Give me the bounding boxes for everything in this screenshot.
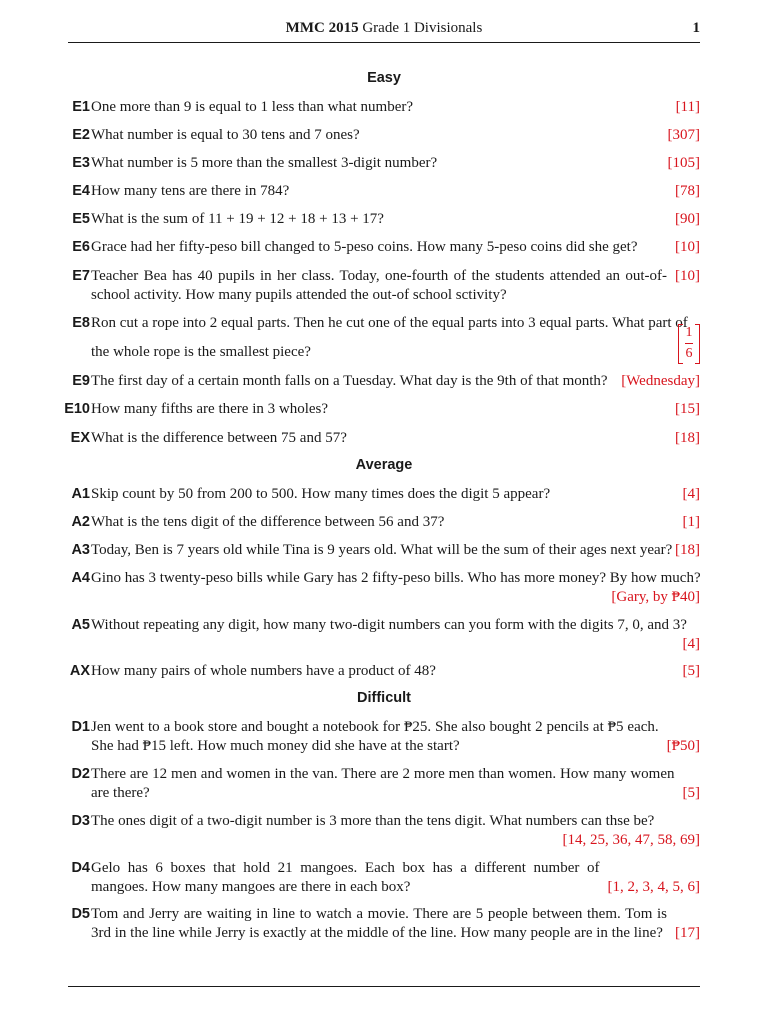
problem-code: A4 xyxy=(71,570,90,586)
problem-code: E6 xyxy=(72,239,90,255)
problem-code: D1 xyxy=(71,719,90,735)
fraction-numerator: 1 xyxy=(685,325,693,340)
problem-code: A3 xyxy=(71,542,90,558)
problem-code: E5 xyxy=(72,211,90,227)
problem-A3 xyxy=(68,541,700,560)
problem-answer: [5] xyxy=(682,785,700,801)
fraction-answer xyxy=(678,324,700,364)
problem-text-line1: Ron cut a rope into 2 equal parts. Then he cut one of the equal parts into 3 equal parts. What part of xyxy=(91,315,688,331)
problem-code: E4 xyxy=(72,183,90,199)
problem-text-block xyxy=(91,905,700,943)
problem-text: What is the tens digit of the difference between 56 and 37? xyxy=(91,514,445,530)
problem-answer: [11] xyxy=(675,99,700,115)
footer-rule xyxy=(68,986,700,987)
problem-EX xyxy=(68,429,700,448)
problem-answer: [78] xyxy=(675,183,700,199)
header-rule xyxy=(68,42,700,43)
problem-code: E8 xyxy=(72,315,90,331)
problem-AX xyxy=(68,662,700,681)
problem-code: E2 xyxy=(72,127,90,143)
problem-text-block xyxy=(91,267,700,305)
problem-code: AX xyxy=(69,663,90,679)
header-title xyxy=(68,20,700,37)
problem-code: E3 xyxy=(72,155,90,171)
problem-answer: [Gary, by ₱40] xyxy=(611,589,700,605)
problem-text-line2: the whole rope is the smallest piece? xyxy=(91,344,311,360)
page-header xyxy=(68,20,700,40)
problem-text: Teacher Bea has 40 pupils in her class. Today, one-fourth of the students attended an out-of-school activity. How many pupils attended the out-of school sctivity? xyxy=(91,268,667,303)
problem-text: Skip count by 50 from 200 to 500. How many times does the digit 5 appear? xyxy=(91,486,551,502)
problem-code: EX xyxy=(70,430,90,446)
problem-answer: [1, 2, 3, 4, 5, 6] xyxy=(607,879,700,895)
header-title-rest: Grade 1 Divisionals xyxy=(358,20,483,36)
problem-A4 xyxy=(68,569,700,607)
problem-text: The first day of a certain month falls on a Tuesday. What day is the 9th of that month? xyxy=(91,373,608,389)
problem-text: Grace had her fifty-peso bill changed to 5-peso coins. How many 5-peso coins did she get? xyxy=(91,239,638,255)
problem-answer: [4] xyxy=(682,486,700,502)
problem-E5 xyxy=(68,210,700,229)
problem-code: A5 xyxy=(71,617,90,633)
problem-E3 xyxy=(68,154,700,173)
page-number: 1 xyxy=(692,20,700,36)
section-heading-easy: Easy xyxy=(367,70,401,86)
problem-answer: [18] xyxy=(675,542,700,558)
problem-E1 xyxy=(68,98,700,117)
problem-code: D5 xyxy=(71,906,90,922)
problem-answer: [18] xyxy=(675,430,700,446)
section-heading-difficult: Difficult xyxy=(357,690,411,706)
problem-D3 xyxy=(68,812,700,850)
problem-code: E1 xyxy=(72,99,90,115)
problem-D5 xyxy=(68,905,700,943)
problem-code: D3 xyxy=(71,813,90,829)
problem-code: A1 xyxy=(71,486,90,502)
problem-answer: [10] xyxy=(675,268,700,284)
problem-text: Without repeating any digit, how many two-digit numbers can you form with the digits 7, 0, and 3? xyxy=(91,617,687,633)
problem-text-block xyxy=(91,718,700,756)
problem-E8 xyxy=(68,314,700,368)
problem-A5 xyxy=(68,616,700,654)
problem-answer: [90] xyxy=(675,211,700,227)
problem-text: Gino has 3 twenty-peso bills while Gary has 2 fifty-peso bills. Who has more money? By how much? xyxy=(91,570,701,586)
problem-E7 xyxy=(68,267,700,305)
problem-answer: [105] xyxy=(667,155,700,171)
problem-text: Tom and Jerry are waiting in line to watch a movie. There are 5 people between them. Tom is 3rd in the line while Jerry is exactly at the middle of the line. How many people are in the line? xyxy=(91,906,667,941)
problem-answer: [10] xyxy=(675,239,700,255)
problem-E10 xyxy=(64,400,700,419)
problem-code: D2 xyxy=(71,766,90,782)
problem-answer: [15] xyxy=(675,401,700,417)
problem-code: D4 xyxy=(71,860,90,876)
problem-answer: [Wednesday] xyxy=(621,373,700,389)
problem-E2 xyxy=(68,126,700,145)
problem-answer: [17] xyxy=(675,925,700,941)
problem-A2 xyxy=(68,513,700,532)
problem-E9 xyxy=(68,372,700,391)
problem-text-block xyxy=(91,859,700,897)
problem-answer: [4] xyxy=(682,636,700,652)
problem-answer: [14, 25, 36, 47, 58, 69] xyxy=(562,832,700,848)
problem-answer: [307] xyxy=(667,127,700,143)
problem-text: What is the sum of 11 + 19 + 12 + 18 + 13 + 17? xyxy=(91,211,384,227)
problem-code: E10 xyxy=(64,401,90,417)
problem-text: One more than 9 is equal to 1 less than what number? xyxy=(91,99,414,115)
fraction-bar xyxy=(685,343,693,344)
problem-D1 xyxy=(68,718,700,756)
problem-text: Today, Ben is 7 years old while Tina is 9 years old. What will be the sum of their ages next year? xyxy=(91,542,673,558)
problem-answer: [5] xyxy=(682,663,700,679)
header-title-bold: MMC 2015 xyxy=(285,20,359,36)
problem-D2 xyxy=(68,765,700,803)
problem-text: How many tens are there in 784? xyxy=(91,183,290,199)
right-bracket xyxy=(695,324,700,364)
problem-D4 xyxy=(68,859,700,897)
problem-A1 xyxy=(68,485,700,504)
problem-E6 xyxy=(68,238,700,257)
problem-text: Jen went to a book store and bought a notebook for ₱25. She also bought 2 pencils at ₱5 each. She had ₱15 left. How much money did she have at the start? xyxy=(91,719,659,754)
problem-text: What number is 5 more than the smallest 3-digit number? xyxy=(91,155,438,171)
problem-E4 xyxy=(68,182,700,201)
problem-text: The ones digit of a two-digit number is 3 more than the tens digit. What numbers can thse be? xyxy=(91,813,655,829)
problem-text: How many fifths are there in 3 wholes? xyxy=(91,401,329,417)
problem-answer: [1] xyxy=(682,514,700,530)
problem-code: E7 xyxy=(72,268,90,284)
problem-text: There are 12 men and women in the van. There are 2 more men than women. How many women are there? xyxy=(91,766,675,801)
document-page xyxy=(64,0,701,1024)
problem-answer: [₱50] xyxy=(666,738,700,754)
fraction-denominator: 6 xyxy=(685,346,693,361)
problem-text-block xyxy=(91,765,700,803)
problem-code: E9 xyxy=(72,373,90,389)
problem-text: Gelo has 6 boxes that hold 21 mangoes. Each box has a different number of mangoes. How many mangoes are there in each box? xyxy=(91,860,600,895)
problem-code: A2 xyxy=(71,514,90,530)
problem-text: What number is equal to 30 tens and 7 ones? xyxy=(91,127,360,143)
problem-text: What is the difference between 75 and 57? xyxy=(91,430,347,446)
problem-text: How many pairs of whole numbers have a product of 48? xyxy=(91,663,436,679)
section-heading-average: Average xyxy=(355,457,413,473)
